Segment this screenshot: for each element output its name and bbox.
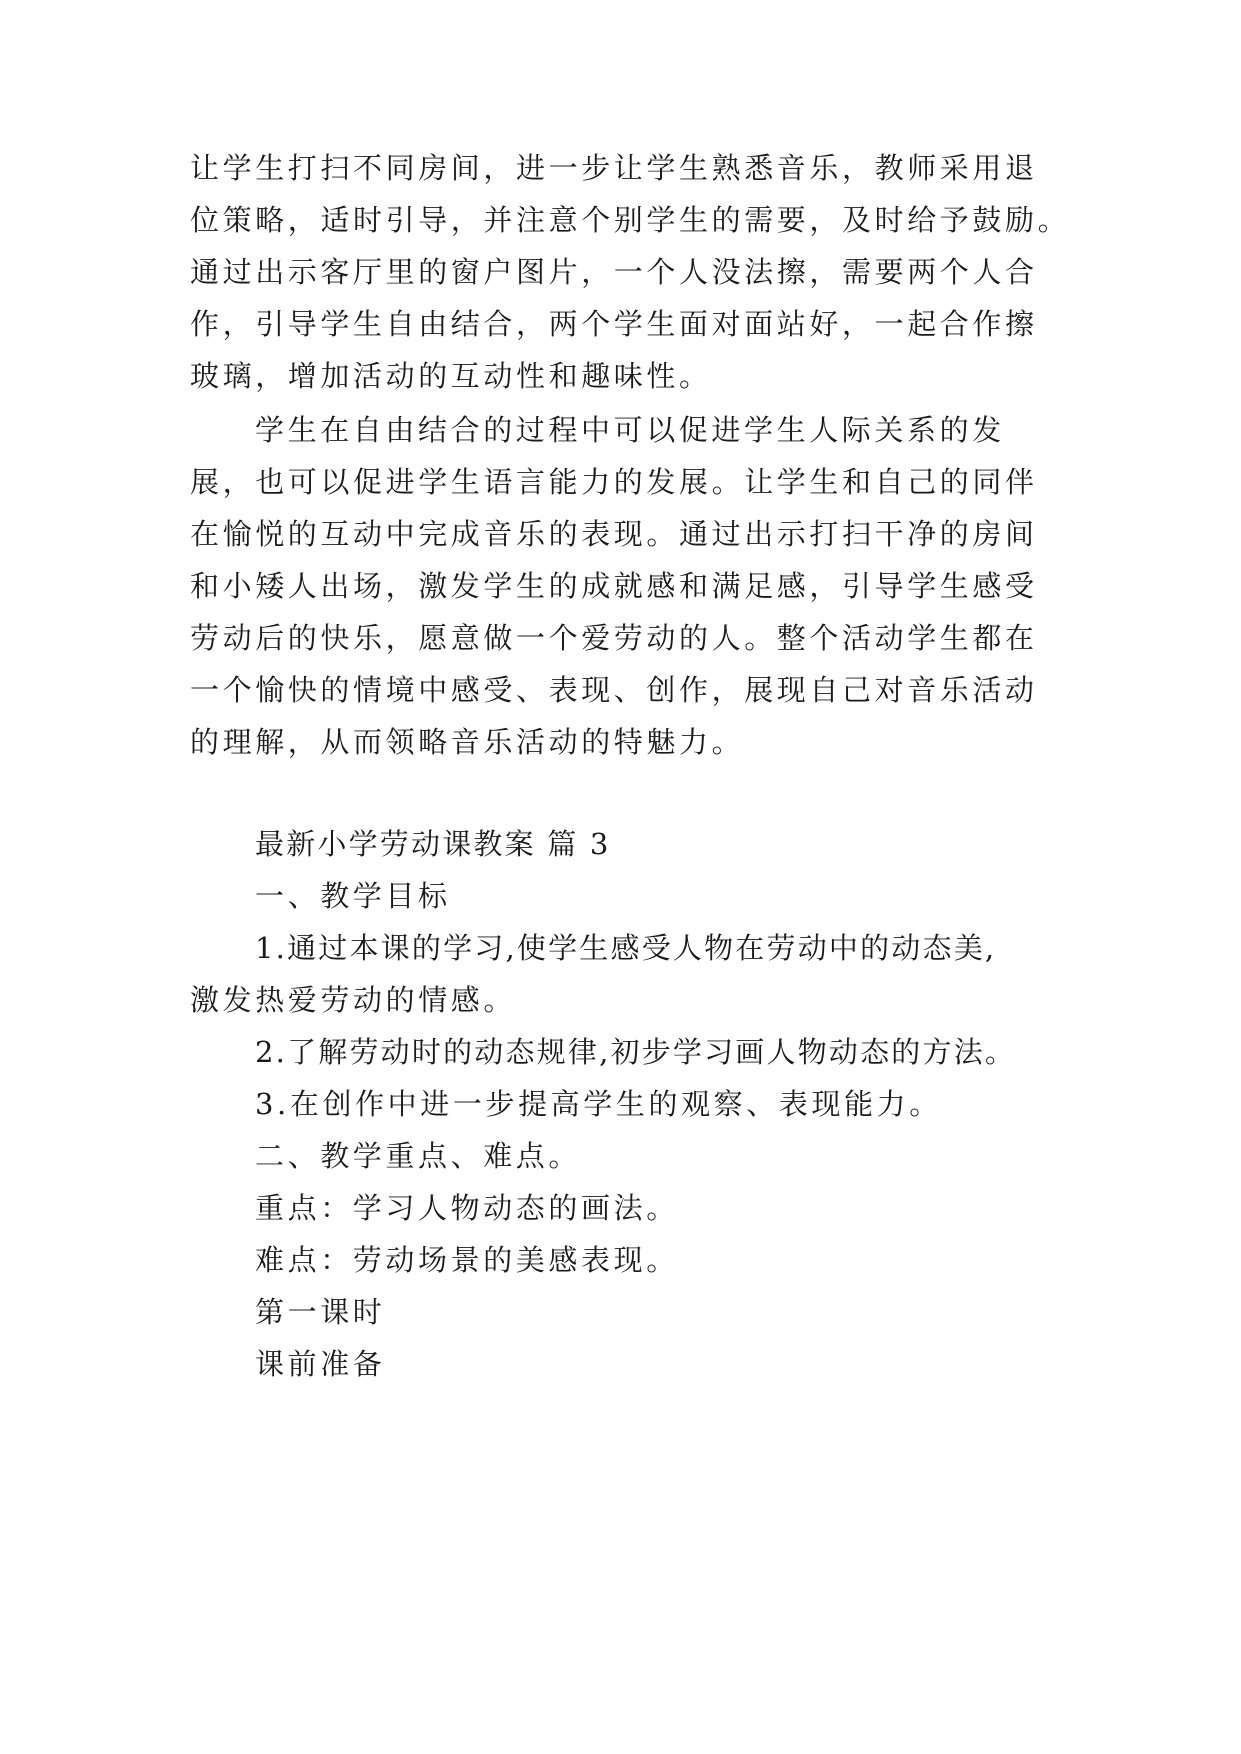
paragraph-line: 玻璃，增加活动的互动性和趣味性。 <box>190 359 712 393</box>
objective-1-continued: 激发热爱劳动的情感。 <box>190 983 517 1017</box>
objectives-title: 一、教学目标 <box>255 879 451 913</box>
lesson-one: 第一课时 <box>255 1295 386 1329</box>
objective-1: 1.通过本课的学习,使学生感受人物在劳动中的动态美, <box>255 931 997 965</box>
paragraph-line: 学生在自由结合的过程中可以促进学生人际关系的发 <box>255 413 1005 447</box>
paragraph-line: 位策略，适时引导，并注意个别学生的需要，及时给予鼓励。 <box>190 203 1071 237</box>
paragraph-line: 通过出示客厅里的窗户图片，一个人没法擦，需要两个人合 <box>190 255 1038 289</box>
section-heading: 最新小学劳动课教案 篇 3 <box>255 827 611 861</box>
paragraph-line: 的理解，从而领略音乐活动的特魅力。 <box>190 725 745 759</box>
paragraph-line: 展，也可以促进学生语言能力的发展。让学生和自己的同伴 <box>190 465 1038 499</box>
paragraph-line: 作，引导学生自由结合，两个学生面对面站好，一起合作擦 <box>190 307 1038 341</box>
paragraph-line: 让学生打扫不同房间，进一步让学生熟悉音乐，教师采用退 <box>190 151 1038 185</box>
paragraph-line: 劳动后的快乐，愿意做一个爱劳动的人。整个活动学生都在 <box>190 621 1038 655</box>
paragraph-line: 和小矮人出场，激发学生的成就感和满足感，引导学生感受 <box>190 569 1038 603</box>
objective-3: 3.在创作中进一步提高学生的观察、表现能力。 <box>255 1087 942 1121</box>
key-points-title: 二、教学重点、难点。 <box>255 1139 582 1173</box>
preparation: 课前准备 <box>255 1347 386 1381</box>
objective-2: 2.了解劳动时的动态规律,初步学习画人物动态的方法。 <box>255 1035 1017 1069</box>
difficulty: 难点：劳动场景的美感表现。 <box>255 1243 679 1277</box>
paragraph-line: 一个愉快的情境中感受、表现、创作，展现自己对音乐活动 <box>190 673 1038 707</box>
paragraph-line: 在愉悦的互动中完成音乐的表现。通过出示打扫干净的房间 <box>190 517 1038 551</box>
key-point: 重点：学习人物动态的画法。 <box>255 1191 679 1225</box>
